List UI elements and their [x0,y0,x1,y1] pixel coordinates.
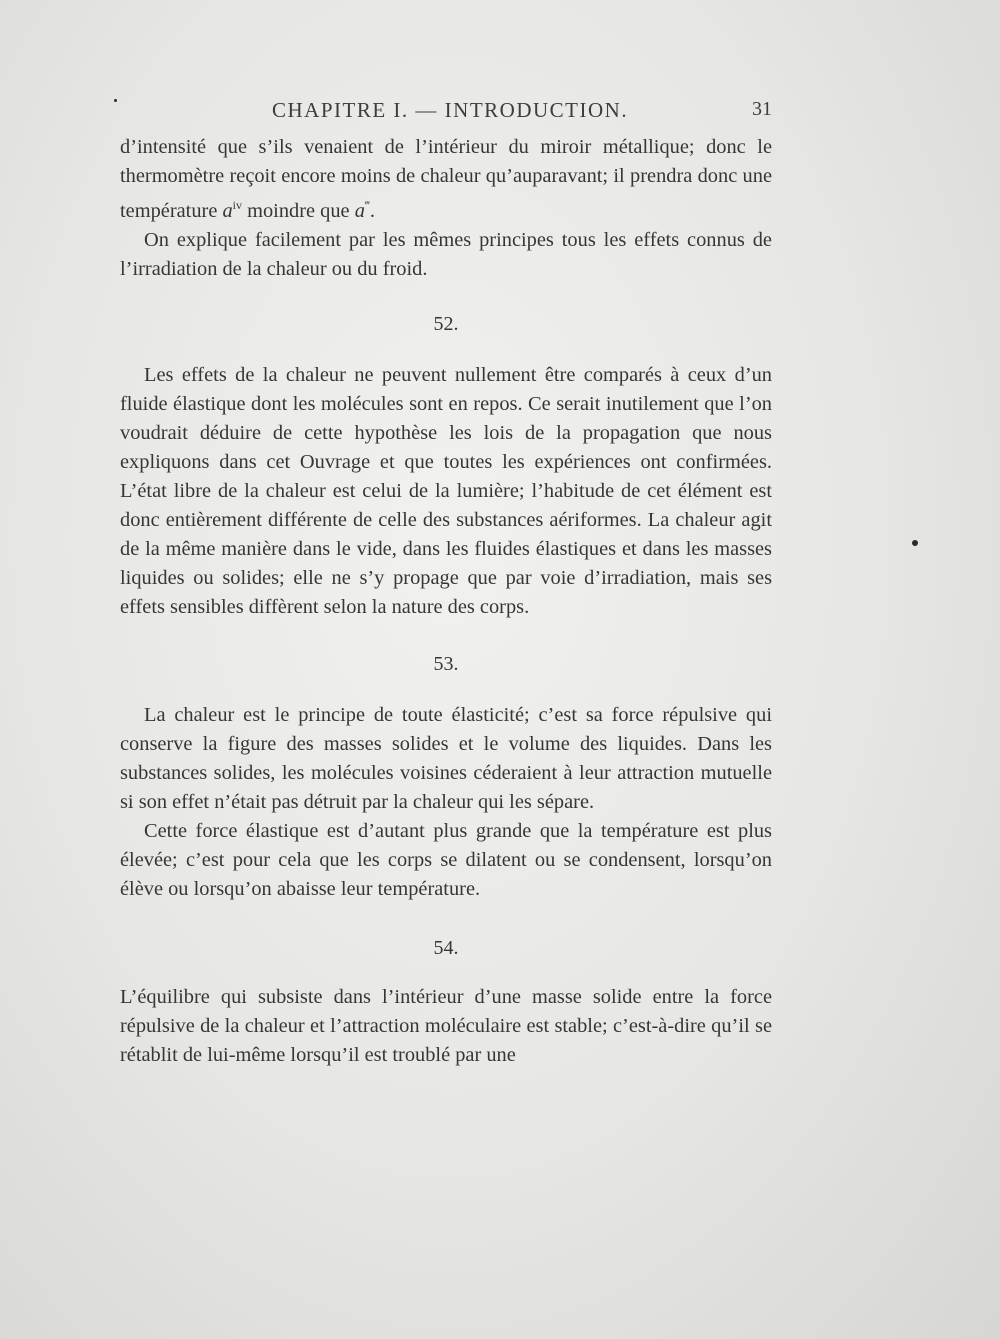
paragraph-equilibre: L’équilibre qui subsiste dans l’intérieur d’une masse solide entre la force répulsive de la chaleur et l’attraction moléculaire est stable; c’est-à-dire qu’il se rétablit de lui-même lorsqu’il est troublé par une [120,985,772,1066]
math-variable: a [354,199,365,222]
paragraph-line: le thermomètre reçoit encore moins de chaleur qu’auparavant; il [120,136,772,187]
paragraph-line: d’intensité que s’ils venaient de l’intérieur du miroir métallique; donc [120,136,746,158]
superscript: ‴ [364,198,370,212]
body-text [120,133,772,1070]
section-number-54: 54. [433,936,459,959]
paragraph-continuation [120,133,772,226]
math-variable: a [222,199,233,222]
page-number: 31 [752,98,772,120]
ink-speck [912,540,918,546]
paragraph-irradiation: On explique facilement par les mêmes principes tous les effets connus de l’irradiation de la chaleur ou du froid. [120,228,772,280]
running-title: CHAPITRE I. — INTRODUCTION. [272,98,629,122]
paragraph-elasticite: La chaleur est le principe de toute élasticité; c’est sa force répulsive qui conserve la figure des masses solides et le volume des liquides. Dans les substances solides, les molécules voisines céderaient à leur attraction mutuelle si son effet n’était pas détruit par la chaleur qui les sépare. [120,703,772,813]
section-number-53: 53. [433,652,459,675]
running-head [120,98,772,128]
paragraph-line: . [369,199,376,222]
superscript: iv [232,198,243,212]
section-number-52: 52. [433,312,459,335]
paragraph-effets-chaleur: Les effets de la chaleur ne peuvent nullement être comparés à ceux d’un fluide élastique dont les molécules sont en repos. Ce serait inutilement que l’on voudrait déduire de cette hypothèse les lois de la propagation que nous expliquons dans cet Ouvrage et que toutes les expériences ont confirmées. L’état libre de la chaleur est celui de la lumière; l’habitude de cet élément est donc entièrement différente de celle des substances aériformes. La chaleur agit de la même manière dans le vide, dans les fluides élastiques et dans les masses liquides ou solides; elle ne s’y propage que par voie d’irradiation, mais ses effets sensibles diffèrent selon la nature des corps. [120,363,772,618]
paragraph-line: prendra donc une température [120,165,772,222]
ink-speck [114,99,117,102]
paragraph-force-elastique: Cette force élastique est d’autant plus grande que la température est plus élevée; c’est pour cela que les corps se dilatent ou se condensent, lorsqu’on élève ou lorsqu’on abaisse leur température. [120,819,772,900]
paragraph-line: moindre que [242,199,355,222]
